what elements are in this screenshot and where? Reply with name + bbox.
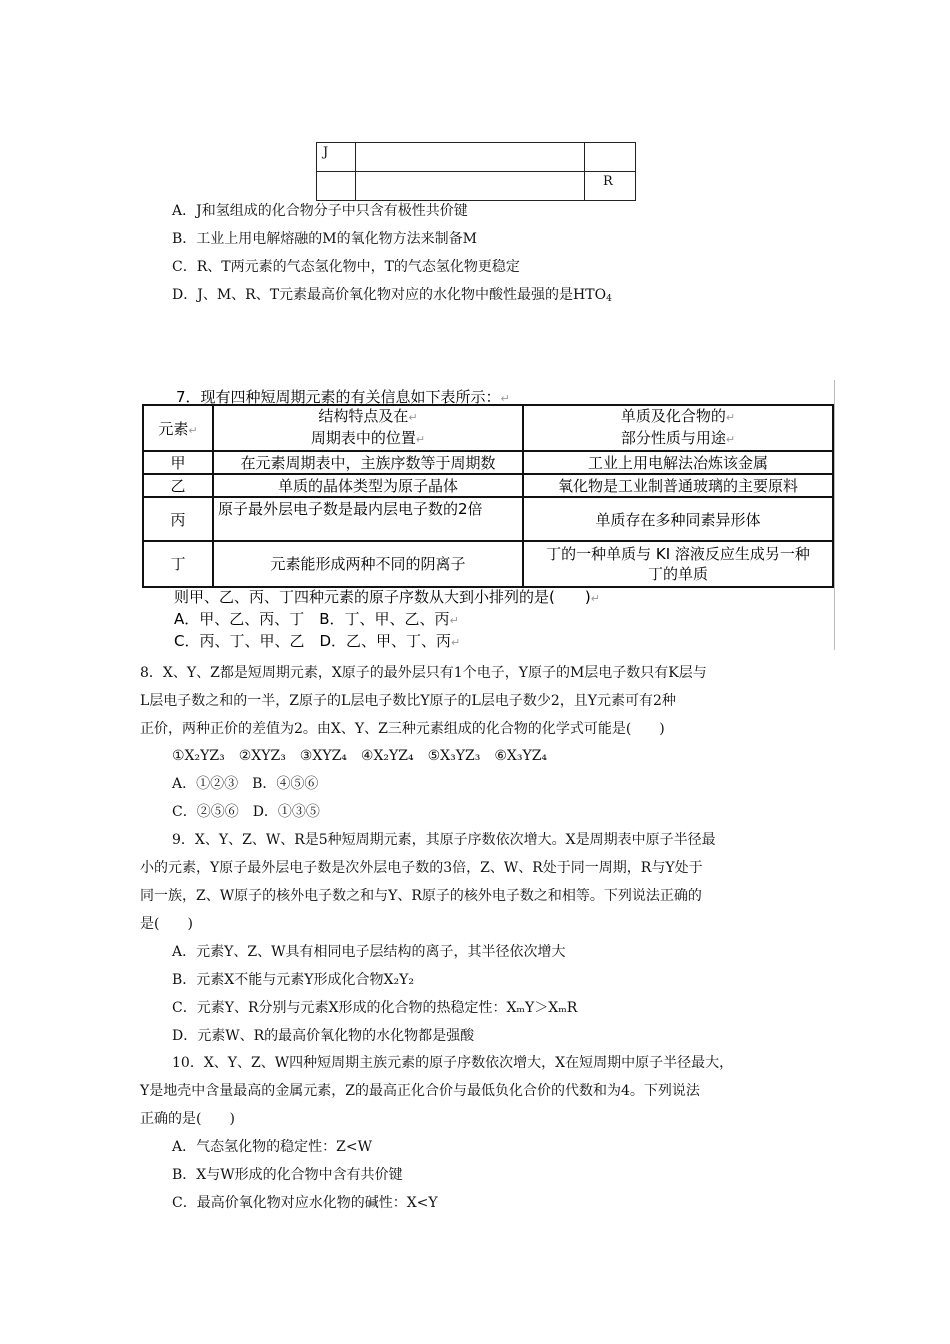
- q9-option-d: D．元素W、R的最高价氧化物的水化物都是强酸: [172, 1028, 475, 1044]
- q10-line-1: 10．X、Y、Z、W四种短周期主族元素的原子序数依次增大，X在短周期中原子半径最大，: [172, 1055, 734, 1071]
- table-row: [143, 451, 833, 474]
- element-info-table: [142, 404, 834, 588]
- q6-option-d: D．J、M、R、T元素最高价氧化物对应的水化物中酸性最强的是$HTO_4$: [172, 287, 612, 304]
- element-cell: 乙: [143, 474, 213, 497]
- q10-line-3: 正确的是( ): [140, 1111, 235, 1127]
- pt-cell: [356, 143, 585, 172]
- q10-option-c: C．最高价氧化物对应水化物的碱性：X<Y: [172, 1195, 438, 1211]
- q9-line-3: 同一族，Z、W原子的核外电子数之和与Y、R原子的核外电子数之和相等。下列说法正确的: [140, 888, 702, 904]
- property-cell: 工业上用电解法冶炼该金属: [523, 451, 833, 474]
- structure-cell: 元素能形成两种不同的阴离子: [213, 541, 523, 587]
- q7-options-ab: A．甲、乙、丙、丁 B．丁、甲、乙、丙↵: [174, 610, 459, 628]
- property-cell: 丁的一种单质与 KI 溶液反应生成另一种 丁的单质: [523, 541, 833, 587]
- q7-title: 7．现有四种短周期元素的有关信息如下表所示：↵: [176, 388, 510, 406]
- q8-formulas: ①X₂YZ₃ ②XYZ₃ ③XYZ₄ ④X₂YZ₄ ⑤X₃YZ₃ ⑥X₃YZ₄: [172, 748, 548, 764]
- pt-cell: [356, 172, 585, 201]
- pt-cell-r: R: [585, 172, 636, 201]
- structure-cell: 在元素周期表中，主族序数等于周期数: [213, 451, 523, 474]
- table-row: [143, 474, 833, 497]
- pt-cell-j: J: [317, 143, 356, 172]
- q7-question: 则甲、乙、丙、丁四种元素的原子序数从大到小排列的是( )↵: [174, 588, 600, 606]
- q8-options-ab: A．①②③ B．④⑤⑥: [172, 776, 319, 792]
- pt-cell: [585, 143, 636, 172]
- header-property: 单质及化合物的↵ 部分性质与用途↵: [523, 405, 833, 451]
- q10-option-a: A．气态氢化物的稳定性：Z<W: [172, 1139, 372, 1155]
- element-cell: 丙: [143, 497, 213, 541]
- q8-line-1: 8．X、Y、Z都是短周期元素，X原子的最外层只有1个电子，Y原子的M层电子数只有K层与: [140, 665, 707, 681]
- q8-line-2: L层电子数之和的一半，Z原子的L层电子数比Y原子的L层电子数少2，且Y元素可有2种: [140, 693, 676, 709]
- q9-option-a: A．元素Y、Z、W具有相同电子层结构的离子，其半径依次增大: [172, 944, 566, 960]
- header-structure: 结构特点及在↵ 周期表中的位置↵: [213, 405, 523, 451]
- q10-line-2: Y是地壳中含量最高的金属元素，Z的最高正化合价与最低负化合价的代数和为4。下列说法: [140, 1083, 700, 1099]
- property-cell: 单质存在多种同素异形体: [523, 497, 833, 541]
- table-row: [143, 497, 833, 541]
- q6-option-a: A．J和氢组成的化合物分子中只含有极性共价键: [172, 203, 468, 219]
- q9-option-c: C．元素Y、R分别与元素X形成的化合物的热稳定性：XₘY＞XₘR: [172, 1000, 578, 1016]
- table-row: [143, 541, 833, 587]
- q9-line-4: 是( ): [140, 916, 193, 932]
- q8-options-cd: C．②⑤⑥ D．①③⑤: [172, 804, 320, 820]
- property-cell: 氧化物是工业制普通玻璃的主要原料: [523, 474, 833, 497]
- q9-line-2: 小的元素，Y原子最外层电子数是次外层电子数的3倍，Z、W、R处于同一周期，R与Y处于: [140, 860, 703, 876]
- header-element: 元素↵: [143, 405, 213, 451]
- q6-option-b: B．工业上用电解熔融的M的氧化物方法来制备M: [172, 231, 477, 247]
- q7-scanned-block: [140, 380, 835, 650]
- q8-line-3: 正价，两种正价的差值为2。由X、Y、Z三种元素组成的化合物的化学式可能是( ): [140, 721, 665, 737]
- element-cell: 丁: [143, 541, 213, 587]
- q10-option-b: B．X与W形成的化合物中含有共价键: [172, 1167, 403, 1183]
- q6-option-c: C．R、T两元素的气态氢化物中，T的气态氢化物更稳定: [172, 259, 520, 275]
- structure-cell: 原子最外层电子数是最内层电子数的2倍: [213, 497, 523, 541]
- q9-option-b: B．元素X不能与元素Y形成化合物X₂Y₂: [172, 972, 414, 988]
- element-cell: 甲: [143, 451, 213, 474]
- pt-cell: [317, 172, 356, 201]
- periodic-table-fragment: [316, 142, 636, 201]
- structure-cell: 单质的晶体类型为原子晶体: [213, 474, 523, 497]
- q7-options-cd: C．丙、丁、甲、乙 D．乙、甲、丁、丙↵: [174, 632, 461, 650]
- q9-line-1: 9．X、Y、Z、W、R是5种短周期元素，其原子序数依次增大。X是周期表中原子半径最: [172, 832, 716, 848]
